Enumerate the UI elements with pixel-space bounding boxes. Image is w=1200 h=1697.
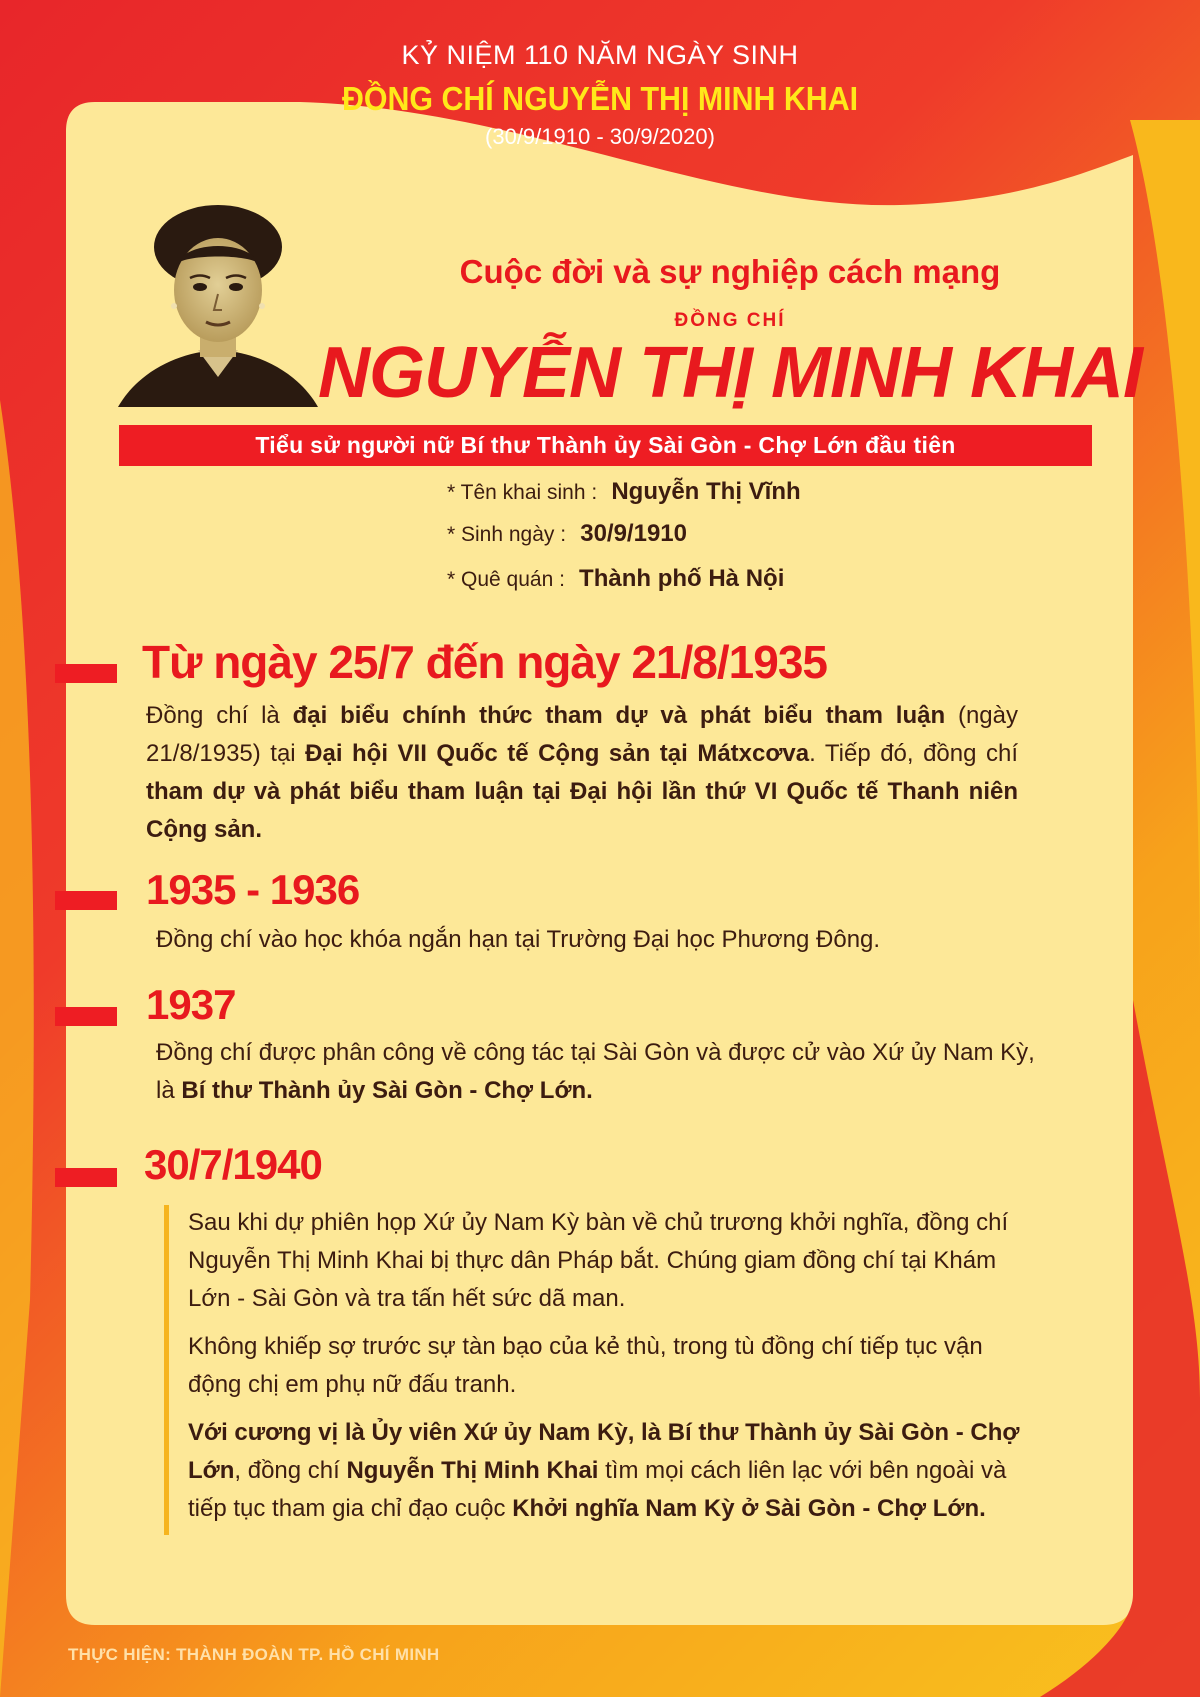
- timeline-text-1935-1936: Đồng chí vào học khóa ngắn hạn tại Trường Đại học Phương Đông.: [156, 926, 881, 953]
- text-bold: Bí thư Thành ủy Sài Gòn - Chợ Lớn.: [181, 1077, 593, 1104]
- subtitle-bar: Tiểu sử người nữ Bí thư Thành ủy Sài Gòn - Chợ Lớn đầu tiên: [119, 425, 1092, 466]
- paragraph-prison: Không khiếp sợ trước sự tàn bạo của kẻ thù, trong tù đồng chí tiếp tục vận động chị em phụ nữ đấu tranh.: [188, 1333, 983, 1398]
- text-run: tìm mọi cách liên lạc với bên ngoài và tiếp tục tham gia chỉ đạo cuộc: [188, 1457, 1007, 1522]
- text-run: . Tiếp đó, đồng chí: [809, 740, 1018, 767]
- timeline-heading-1940: 30/7/1940: [144, 1141, 322, 1188]
- text-run: , đồng chí: [234, 1457, 347, 1484]
- title-comrade: ĐỒNG CHÍ: [674, 310, 786, 331]
- timeline-marker: [55, 664, 117, 683]
- bio-hometown-value: Thành phố Hà Nội: [579, 565, 785, 592]
- bio-birth-name-value: Nguyễn Thị Vĩnh: [611, 478, 801, 505]
- header-anniversary: KỶ NIỆM 110 NĂM NGÀY SINH: [401, 40, 799, 70]
- text-run: (ngày 21/8/1935) tại: [146, 702, 1018, 767]
- timeline-heading-1937: 1937: [146, 981, 236, 1028]
- timeline-marker: [55, 1007, 117, 1026]
- bio-hometown: [447, 565, 784, 593]
- header-name: ĐỒNG CHÍ NGUYỄN THỊ MINH KHAI: [341, 80, 859, 117]
- text-bold: Với cương vị là Ủy viên Xứ ủy Nam Kỳ, là Bí thư Thành ủy Sài Gòn - Chợ Lớn: [188, 1419, 1020, 1484]
- text-bold: Đại hội VII Quốc tế Cộng sản tại Mátxcơva: [305, 740, 810, 767]
- footer-credit: THỰC HIỆN: THÀNH ĐOÀN TP. HỒ CHÍ MINH: [68, 1645, 440, 1664]
- text-run: Đồng chí được phân công về công tác tại Sài Gòn và được cử vào Xứ ủy Nam Kỳ, là: [156, 1039, 1035, 1104]
- portrait-image: [118, 202, 318, 408]
- bio-birth-date-label: * Sinh ngày :: [447, 523, 567, 546]
- title-career: Cuộc đời và sự nghiệp cách mạng: [459, 253, 1001, 290]
- text-bold: tham dự và phát biểu tham luận tại Đại hội lần thứ VI Quốc tế Thanh niên Cộng sản.: [146, 778, 1018, 843]
- timeline-text-1940: [188, 1204, 1026, 1528]
- paragraph-uprising: [188, 1414, 1026, 1528]
- timeline-text-1937: [156, 1034, 1036, 1110]
- bio-birth-date-value: 30/9/1910: [580, 520, 687, 547]
- bio-birth-date: [447, 520, 687, 548]
- timeline-text-1935: [146, 697, 1018, 849]
- text-bold: Nguyễn Thị Minh Khai: [346, 1457, 599, 1484]
- bio-hometown-label: * Quê quán :: [447, 568, 565, 591]
- timeline-marker: [55, 1168, 117, 1187]
- timeline-marker: [55, 891, 117, 910]
- text-bold: đại biểu chính thức tham dự và phát biểu tham luận: [292, 702, 946, 729]
- header-dates: (30/9/1910 - 30/9/2020): [485, 124, 715, 149]
- timeline-heading-1935: Từ ngày 25/7 đến ngày 21/8/1935: [142, 636, 827, 688]
- text-bold: Khởi nghĩa Nam Kỳ ở Sài Gòn - Chợ Lớn.: [512, 1495, 986, 1522]
- quote-bar: [164, 1205, 169, 1535]
- bio-birth-name: [447, 478, 801, 506]
- timeline-heading-1935-1936: 1935 - 1936: [146, 866, 360, 913]
- paragraph-arrest: Sau khi dự phiên họp Xứ ủy Nam Kỳ bàn về chủ trương khởi nghĩa, đồng chí Nguyễn Thị Minh Khai bị thực dân Pháp bắt. Chúng giam đồng chí tại Khám Lớn - Sài Gòn và tra tấn hết sức dã man.: [188, 1209, 1009, 1312]
- text-run: Đồng chí là: [146, 702, 293, 729]
- title-name: NGUYỄN THỊ MINH KHAI: [318, 333, 1142, 413]
- bio-birth-name-label: * Tên khai sinh :: [447, 481, 598, 504]
